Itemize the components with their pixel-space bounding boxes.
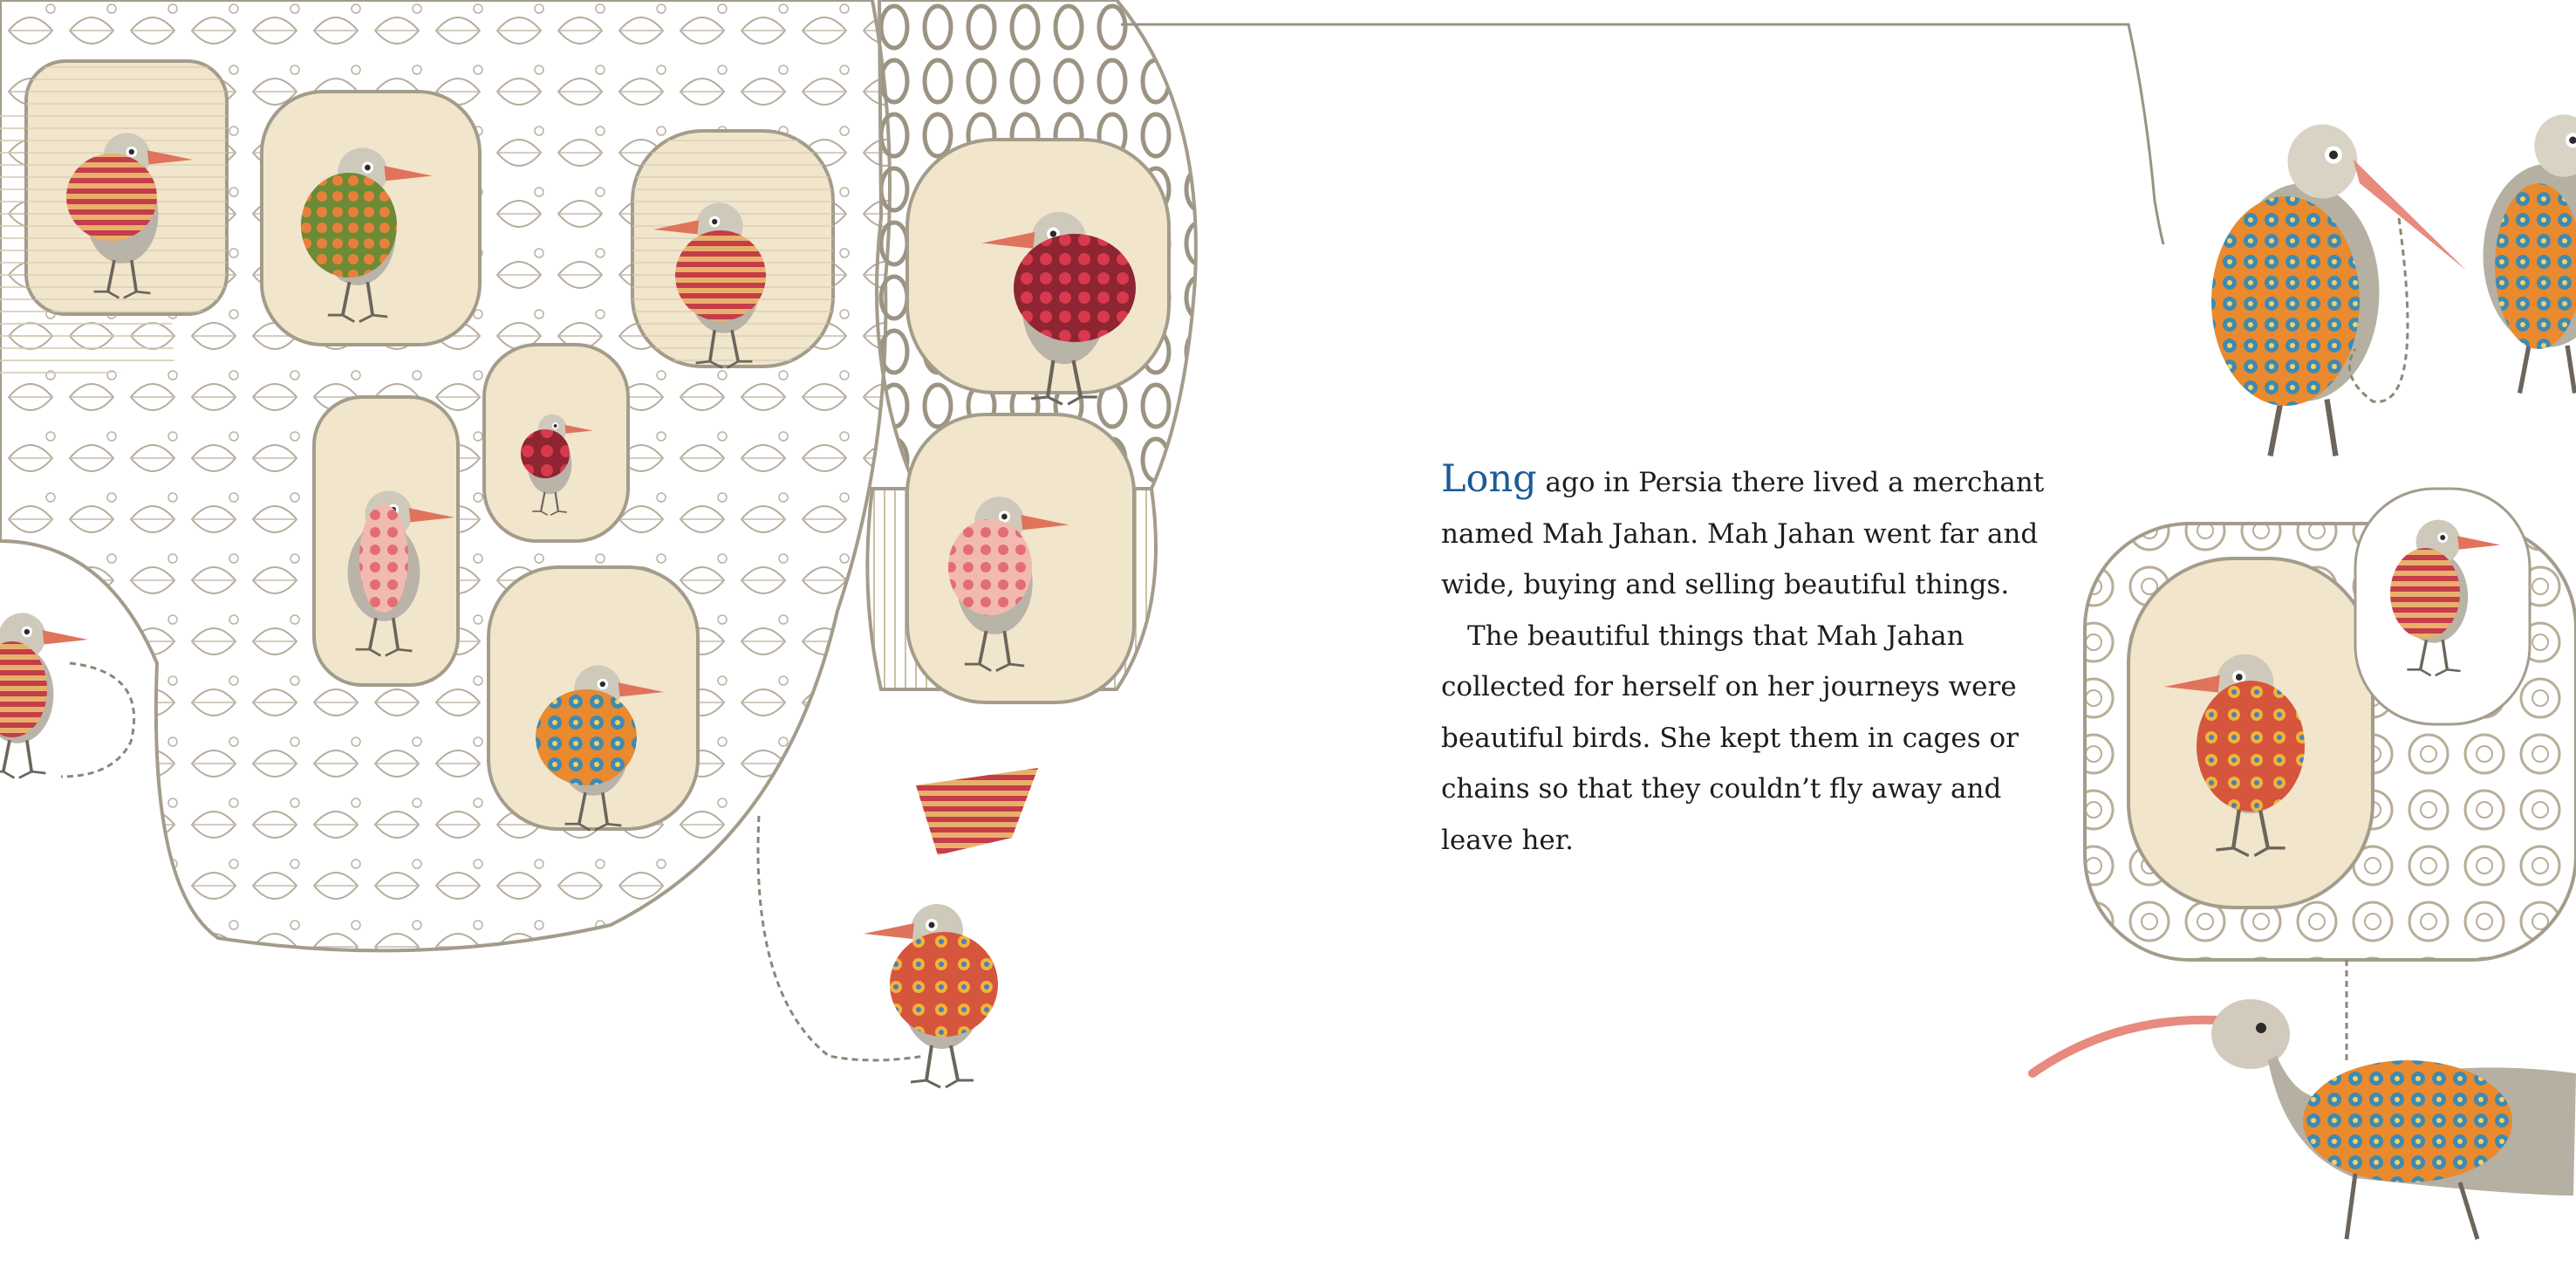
story-paragraph-1 xyxy=(1441,454,2052,611)
lead-word: Long xyxy=(1441,457,1537,501)
story-paragraph-1-text: ago in Persia there lived a merchant named Mah Jahan. Mah Jahan went far and wide, buying and selling beautiful things. xyxy=(1441,467,2045,600)
story-paragraph-2: The beautiful things that Mah Jahan collected for herself on her journeys were beautiful birds. She kept them in cages or chains so that they couldn’t fly away and leave her. xyxy=(1441,620,2019,856)
story-text xyxy=(1441,454,2052,866)
